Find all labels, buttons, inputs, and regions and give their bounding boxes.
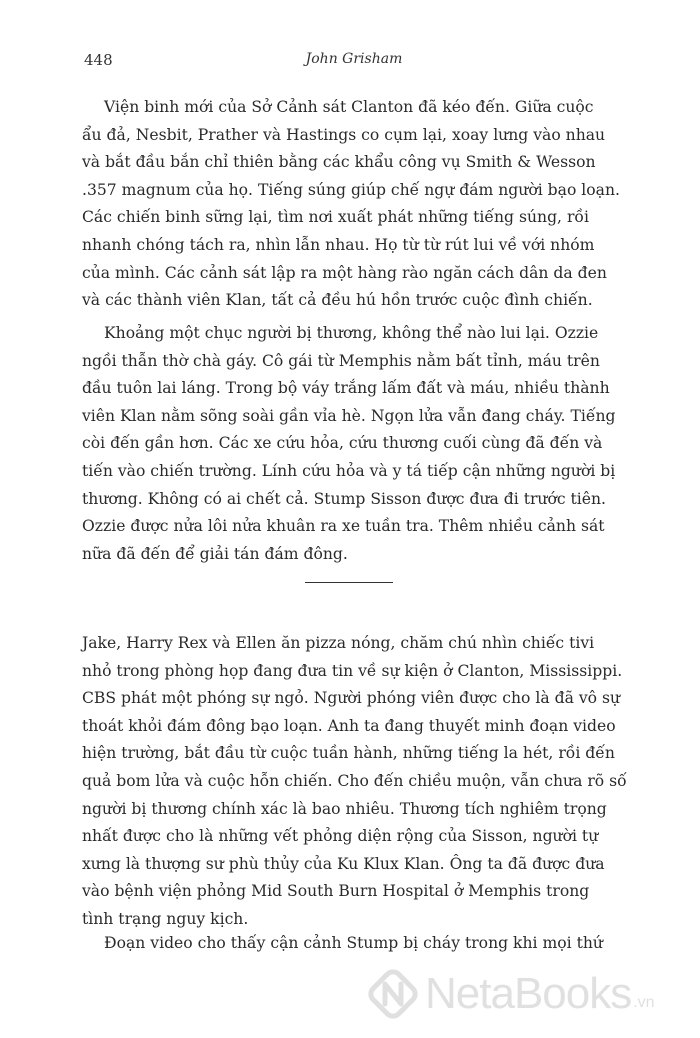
paragraph-line: hiện trường, bắt đầu từ cuộc tuần hành, những tiếng la hét, rồi đến: [82, 744, 615, 763]
paragraph-line: còi đến gần hơn. Các xe cứu hỏa, cứu thương cuối cùng đã đến và: [82, 434, 603, 453]
paragraph-line: tình trạng nguy kịch.: [82, 909, 249, 928]
paragraph-line: xưng là thượng sư phù thủy của Ku Klux Klan. Ông ta đã được đưa: [82, 854, 605, 873]
paragraph-wounded: [82, 320, 628, 568]
paragraph-line: vào bệnh viện phỏng Mid South Burn Hospital ở Memphis trong: [82, 882, 590, 901]
paragraph-line: và bắt đầu bắn chỉ thiên bằng các khẩu công vụ Smith & Wesson: [82, 153, 596, 172]
paragraph-line: Khoảng một chục người bị thương, không thể nào lui lại. Ozzie: [104, 324, 599, 342]
paragraph-line: nhỏ trong phòng họp đang đưa tin về sự kiện ở Clanton, Mississippi.: [82, 661, 623, 680]
paragraph-pizza-news: [82, 630, 628, 934]
paragraph-line: đầu tuôn lai láng. Trong bộ váy trắng lấm đất và máu, nhiều thành: [82, 379, 610, 398]
paragraph-line: tiến vào chiến trường. Lính cứu hỏa và y tá tiếp cận những người bị: [82, 461, 616, 480]
watermark-domain: .vn: [633, 994, 655, 1011]
paragraph-line: và các thành viên Klan, tất cả đều hú hồn trước cuộc đình chiến.: [82, 291, 593, 310]
paragraph-line: ngồi thẫn thờ chà gáy. Cô gái từ Memphis nằm bất tỉnh, máu trên: [82, 351, 600, 370]
section-divider: [305, 582, 393, 583]
paragraph-line: nhanh chóng tách ra, nhìn lẫn nhau. Họ từ từ rút lui về với nhóm: [82, 235, 595, 254]
paragraph-line: CBS phát một phóng sự ngỏ. Người phóng viên được cho là đã vô sự: [82, 689, 621, 708]
paragraph-line: nhất được cho là những vết phỏng diện rộng của Sisson, người tự: [82, 827, 599, 846]
paragraph-line: Jake, Harry Rex và Ellen ăn pizza nóng, chăm chú nhìn chiếc tivi: [82, 634, 595, 652]
page-header: [84, 51, 624, 71]
paragraph-line: ẩu đả, Nesbit, Prather và Hastings co cụm lại, xoay lưng vào nhau: [82, 125, 606, 144]
paragraph-line: Các chiến binh sững lại, tìm nơi xuất phát những tiếng súng, rồi: [82, 208, 589, 227]
paragraph-line: Ozzie được nửa lôi nửa khuân ra xe tuần tra. Thêm nhiều cảnh sát: [82, 517, 605, 536]
paragraph-line: .357 magnum của họ. Tiếng súng giúp chế ngự đám người bạo loạn.: [82, 180, 620, 199]
paragraph-video: [82, 930, 628, 958]
watermark-brand: NetaBooks: [425, 969, 632, 1018]
netabooks-logo-icon: [365, 966, 421, 1022]
running-head-author: John Grisham: [305, 51, 403, 67]
page-number: 448: [84, 51, 113, 69]
paragraph-line: viên Klan nằm sõng soài gần vỉa hè. Ngọn lửa vẫn đang cháy. Tiếng: [82, 406, 616, 425]
paragraph-line: Viện binh mới của Sở Cảnh sát Clanton đã kéo đến. Giữa cuộc: [104, 98, 594, 116]
paragraph-line: quả bom lửa và cuộc hỗn chiến. Cho đến chiều muộn, vẫn chưa rõ số: [82, 771, 627, 790]
netabooks-watermark: [365, 964, 695, 1024]
paragraph-line: người bị thương chính xác là bao nhiêu. Thương tích nghiêm trọng: [82, 799, 607, 818]
paragraph-line: Đoạn video cho thấy cận cảnh Stump bị cháy trong khi mọi thứ: [104, 934, 603, 952]
paragraph-line: thương. Không có ai chết cả. Stump Sisson được đưa đi trước tiên.: [82, 489, 607, 508]
paragraph-line: của mình. Các cảnh sát lập ra một hàng rào ngăn cách dân da đen: [82, 263, 607, 282]
paragraph-line: thoát khỏi đám đông bạo loạn. Anh ta đang thuyết minh đoạn video: [82, 716, 616, 735]
paragraph-reinforcements: [82, 94, 628, 315]
paragraph-line: nữa đã đến để giải tán đám đông.: [82, 544, 348, 563]
